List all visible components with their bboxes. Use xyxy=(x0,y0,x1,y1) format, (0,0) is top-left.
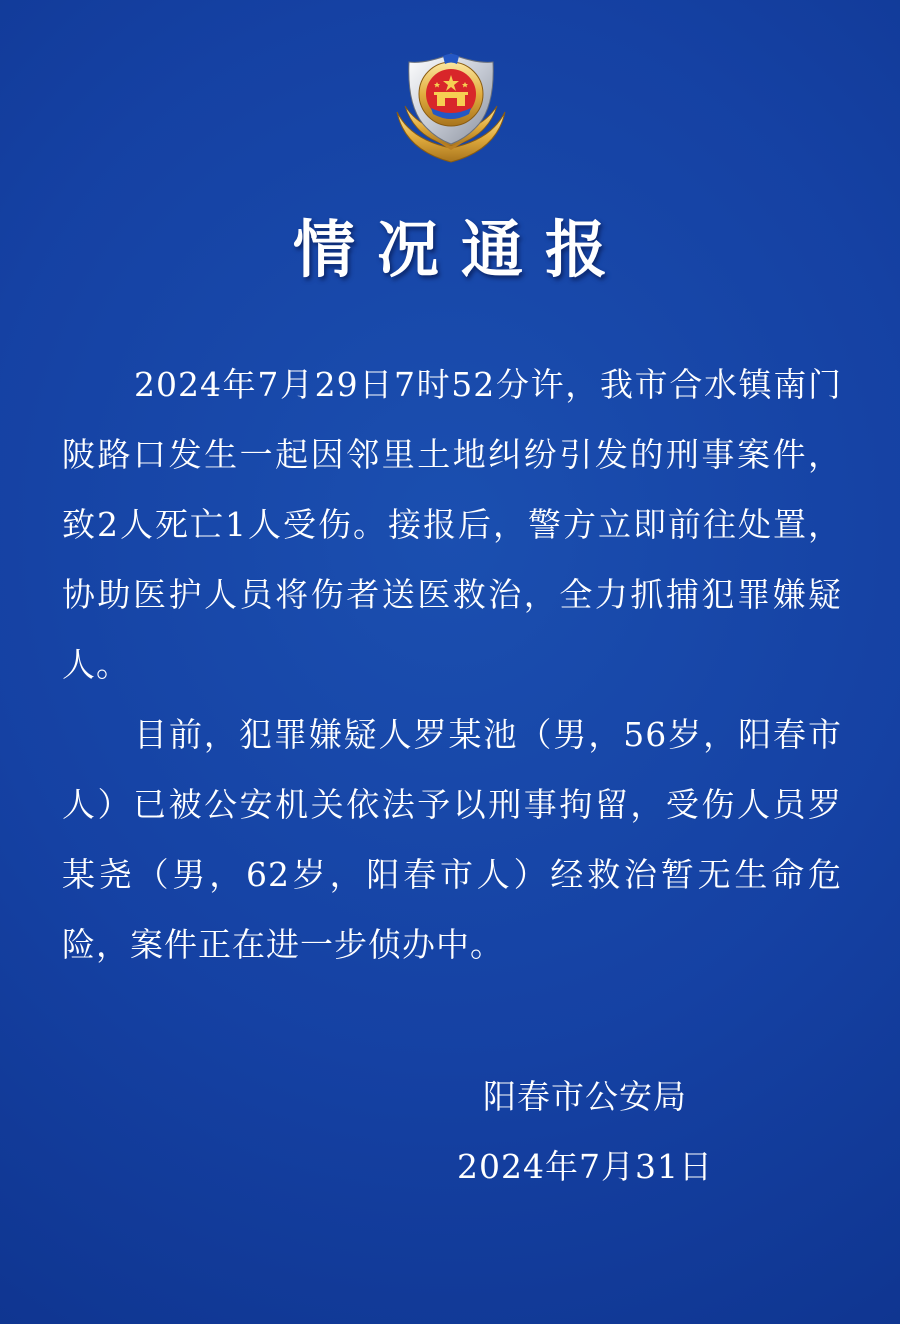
issuer-name: 阳春市公安局 xyxy=(483,1077,687,1116)
notice-body xyxy=(62,350,842,980)
issue-date: 2024年7月31日 xyxy=(457,1147,713,1186)
notice-signature xyxy=(440,1062,730,1202)
notice-paragraph: 2024年7月29日7时52分许，我市合水镇南门陂路口发生一起因邻里土地纠纷引发的刑事案件，致2人死亡1人受伤。接报后，警方立即前往处置，协助医护人员将伤者送医救治，全力抓捕犯罪嫌疑人。 xyxy=(62,365,842,684)
notice-title: 情况通报 xyxy=(292,213,629,286)
notice-paragraph: 目前，犯罪嫌疑人罗某池（男，56岁，阳春市人）已被公安机关依法予以刑事拘留，受伤人员罗某尧（男，62岁，阳春市人）经救治暂无生命危险，案件正在进一步侦办中。 xyxy=(62,715,842,964)
police-badge-icon xyxy=(391,48,511,166)
police-emblem xyxy=(391,48,511,166)
